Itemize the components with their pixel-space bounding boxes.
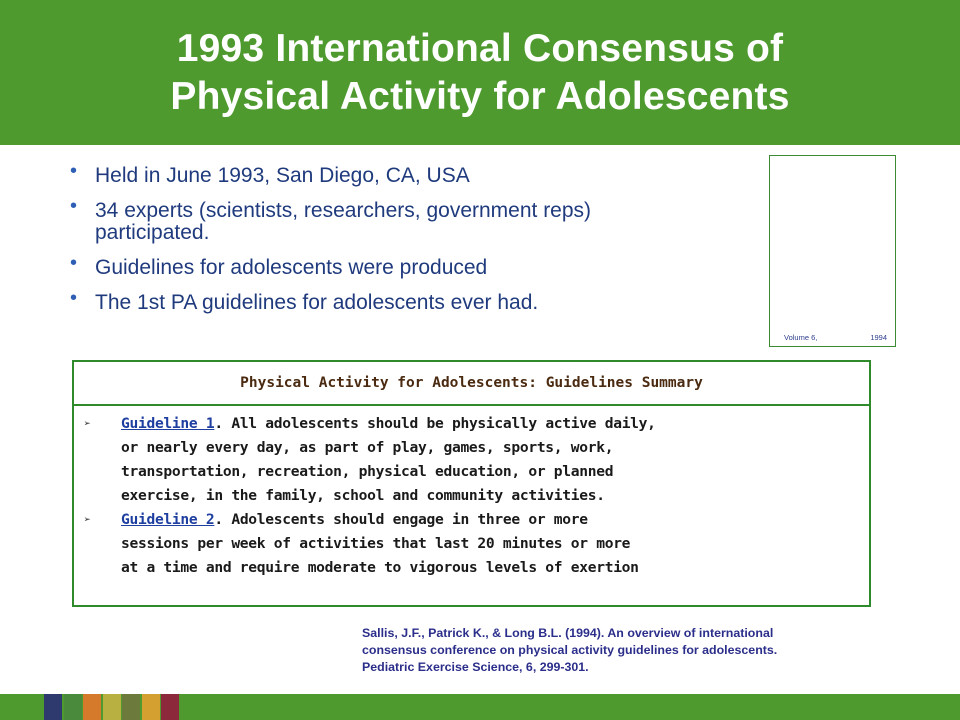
journal-cover-image [769,155,896,347]
footer-swatch [44,694,62,720]
arrow-bullet-icon: ➢ [84,513,91,526]
guideline-1-text: . All adolescents should be physically active daily, [214,415,656,432]
guideline-1-text: exercise, in the family, school and community activities. [121,487,605,504]
citation-line: consensus conference on physical activity guidelines for adolescents. [362,643,778,657]
title-banner [0,0,960,145]
reference-citation [362,625,922,676]
bullet-dot-icon: • [70,252,78,274]
bullet-text: Held in June 1993, San Diego, CA, USA [95,164,470,187]
guideline-2-text: sessions per week of activities that last 20 minutes or more [121,535,631,552]
bullet-item [70,160,750,187]
bullet-dot-icon: • [70,195,78,217]
bullet-item [70,195,750,244]
bullet-dot-icon: • [70,160,78,182]
footer-swatch [161,694,179,720]
citation-line: Pediatric Exercise Science, 6, 299-301. [362,660,589,674]
guidelines-summary-box [72,360,871,607]
guideline-1-text: transportation, recreation, physical education, or planned [121,463,614,480]
bullet-text: The 1st PA guidelines for adolescents ever had. [95,291,539,314]
guidelines-summary-heading: Physical Activity for Adolescents: Guidelines Summary [74,362,869,406]
footer-swatch [103,694,121,720]
citation-line: Sallis, J.F., Patrick K., & Long B.L. (1994). An overview of international [362,626,774,640]
bullet-text-continued: participated. [95,221,210,244]
footer-swatch [122,694,140,720]
footer-swatch [142,694,160,720]
guideline-1-link[interactable]: Guideline 1 [121,415,215,432]
bullet-list [70,160,750,327]
bullet-item [70,287,750,314]
guideline-item [74,508,869,580]
bullet-item [70,252,750,279]
arrow-bullet-icon: ➢ [84,417,91,430]
bullet-text: Guidelines for adolescents were produced [95,256,488,279]
guideline-2-link[interactable]: Guideline 2 [121,511,215,528]
journal-year: 1994 [870,333,887,342]
journal-volume: Volume 6, [784,333,818,342]
footer-swatch [64,694,82,720]
bullet-dot-icon: • [70,287,78,309]
guideline-2-text: at a time and require moderate to vigorous levels of exertion [121,559,639,576]
bullet-text: 34 experts (scientists, researchers, government reps) [95,199,592,222]
guideline-item [74,412,869,508]
slide-title-line-1: 1993 International Consensus of [176,26,784,70]
footer-swatch [83,694,101,720]
slide-title-line-2: Physical Activity for Adolescents [170,74,790,118]
guideline-2-text: . Adolescents should engage in three or more [214,511,588,528]
guideline-1-text: or nearly every day, as part of play, games, sports, work, [121,439,614,456]
